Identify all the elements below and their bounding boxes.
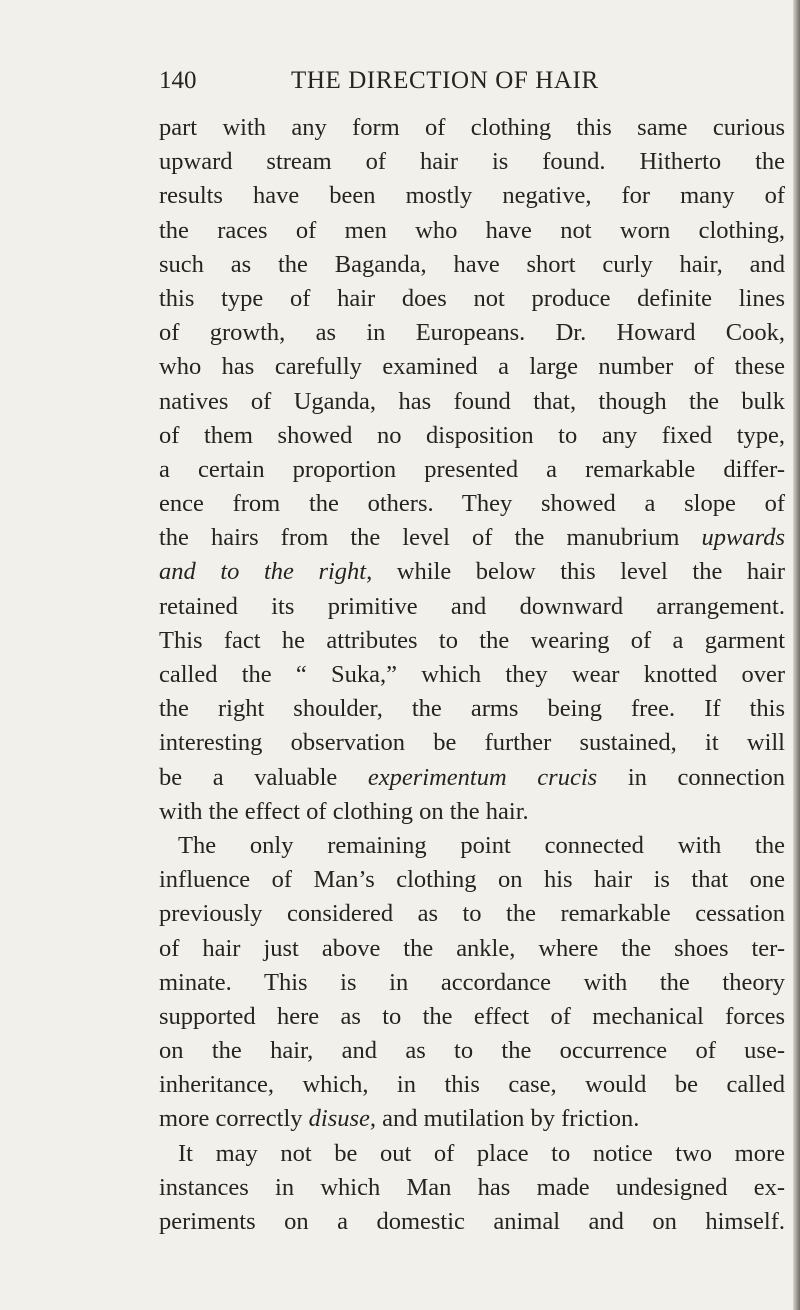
text-line: [159, 214, 785, 248]
text-run: upward stream of hair is found. Hitherto the: [159, 148, 785, 176]
text-line: [159, 385, 785, 419]
italic-phrase: experimentum crucis: [367, 763, 598, 791]
text-line: [159, 897, 785, 931]
text-run: of them showed no disposition to any fixed type,: [159, 421, 785, 449]
text-line: [159, 829, 785, 863]
text-line: [159, 1171, 785, 1205]
text-line: [159, 419, 785, 453]
text-run: results have been mostly negative, for many of: [159, 182, 785, 210]
text-line: [159, 521, 785, 555]
text-run: This fact he attributes to the wearing of a garment: [159, 626, 785, 654]
text-line: [159, 179, 785, 213]
text-run: while below this level the hair: [372, 558, 785, 586]
text-line: [159, 555, 785, 589]
text-line: [159, 1137, 785, 1171]
text-run: be a valuable: [159, 763, 368, 791]
page-edge-shadow: [793, 0, 800, 1310]
text-line: [159, 658, 785, 692]
text-run: minate. This is in accordance with the theory: [159, 968, 785, 996]
text-line: [159, 932, 785, 966]
text-run: in connection: [597, 763, 785, 791]
text-line: [159, 282, 785, 316]
text-run: supported here as to the effect of mechanical forces: [159, 1002, 785, 1030]
text-line: [159, 1102, 785, 1136]
text-run: instances in which Man has made undesigned ex-: [159, 1173, 785, 1201]
italic-phrase: upwards: [701, 524, 785, 552]
text-line: [159, 145, 785, 179]
text-run: interesting observation be further sustained, it will: [159, 729, 785, 757]
text-line: [159, 726, 785, 760]
running-title: THE DIRECTION OF HAIR: [291, 67, 599, 94]
text-run: and mutilation by friction.: [376, 1105, 640, 1133]
text-line: [159, 761, 785, 795]
text-line: [159, 863, 785, 897]
running-head: [159, 64, 785, 98]
text-line: [159, 590, 785, 624]
text-run: influence of Man’s clothing on his hair is that one: [159, 866, 785, 894]
text-run: natives of Uganda, has found that, though the bulk: [159, 387, 785, 415]
text-run: the races of men who have not worn clothing,: [159, 216, 785, 244]
text-run: It may not be out of place to notice two more: [178, 1139, 785, 1167]
text-line: [159, 1205, 785, 1239]
text-run: periments on a domestic animal and on himself.: [159, 1208, 785, 1235]
italic-phrase: and to the right,: [159, 558, 373, 586]
text-run: on the hair, and as to the occurrence of use-: [159, 1037, 785, 1065]
text-run: ence from the others. They showed a slope of: [159, 490, 785, 518]
text-run: part with any form of clothing this same curious: [159, 114, 785, 141]
text-line: [159, 1000, 785, 1034]
text-run: previously considered as to the remarkable cessation: [159, 900, 785, 928]
text-line: [159, 1034, 785, 1068]
text-run: called the “ Suka,” which they wear knotted over: [159, 661, 785, 688]
text-line: [159, 350, 785, 384]
text-run: the right shoulder, the arms being free. If this: [159, 695, 785, 723]
text-run: with the effect of clothing on the hair.: [159, 797, 529, 825]
italic-phrase: disuse,: [308, 1105, 377, 1133]
text-run: a certain proportion presented a remarkable differ-: [159, 455, 785, 483]
text-line: [159, 248, 785, 282]
text-line: [159, 624, 785, 658]
text-line: [159, 795, 785, 829]
text-run: more correctly: [159, 1105, 309, 1133]
text-run: such as the Baganda, have short curly hair, and: [159, 250, 785, 278]
text-run: The only remaining point connected with the: [178, 831, 785, 859]
text-line: [159, 316, 785, 350]
text-run: of growth, as in Europeans. Dr. Howard Cook,: [159, 319, 785, 347]
text-run: of hair just above the ankle, where the shoes ter-: [159, 934, 785, 962]
text-run: inheritance, which, in this case, would be called: [159, 1071, 785, 1099]
text-line: [159, 487, 785, 521]
text-line: [159, 111, 785, 145]
text-line: [159, 1068, 785, 1102]
text-run: retained its primitive and downward arrangement.: [159, 592, 785, 620]
text-run: this type of hair does not produce definite lines: [159, 284, 785, 312]
text-run: the hairs from the level of the manubrium: [159, 524, 702, 552]
text-run: who has carefully examined a large number of these: [159, 353, 785, 381]
body-text: [159, 111, 785, 1239]
page-number: 140: [159, 67, 197, 94]
text-line: [159, 966, 785, 1000]
text-line: [159, 453, 785, 487]
text-line: [159, 692, 785, 726]
